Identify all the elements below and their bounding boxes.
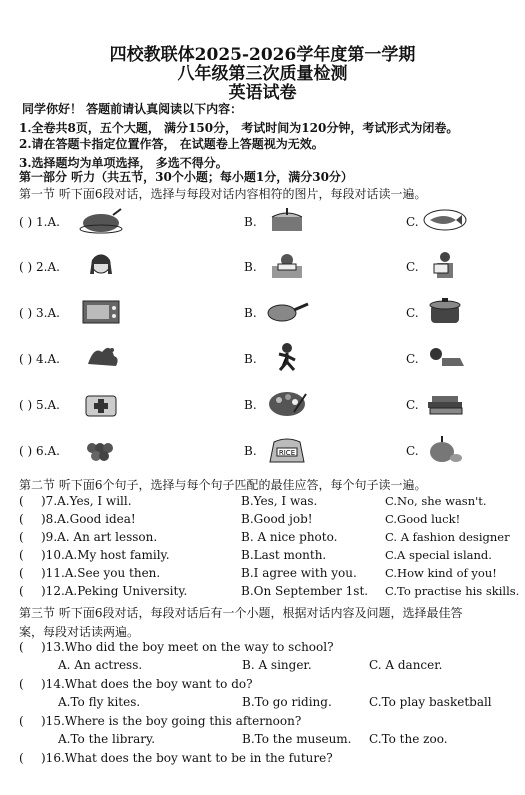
answer-paren: ( bbox=[19, 566, 24, 580]
question-text: )16.What does the boy want to be in the future? bbox=[41, 751, 333, 765]
option-a: A.To fly kites. bbox=[58, 695, 141, 709]
option-c: C. A dancer. bbox=[369, 658, 443, 672]
option-c-label: C. bbox=[406, 352, 419, 366]
notice-item-2: 2.请在答题卡指定位置作答， 在试题卷上答题视为无效。 bbox=[19, 137, 324, 151]
answer-paren: ( bbox=[19, 677, 24, 691]
pot-icon bbox=[422, 296, 468, 326]
option-b-label: B. bbox=[244, 352, 257, 366]
option-b: B.Good job! bbox=[241, 512, 313, 526]
option-b: B.Last month. bbox=[241, 548, 327, 562]
option-b: B.To the museum. bbox=[242, 732, 352, 746]
first-aid-kit-icon bbox=[78, 388, 124, 418]
option-c: C.To practise his skills. bbox=[385, 584, 520, 598]
question-number: ( ) 5.A. bbox=[19, 398, 60, 412]
running-boy-icon bbox=[264, 342, 310, 372]
question-text: )14.What does the boy want to do? bbox=[41, 677, 253, 691]
option-c-label: C. bbox=[406, 215, 419, 229]
option-c: C.To the zoo. bbox=[369, 732, 448, 746]
cake-icon bbox=[264, 205, 310, 235]
option-c: C.How kind of you! bbox=[385, 566, 497, 580]
roast-turkey-icon bbox=[78, 205, 124, 235]
answer-paren: ( bbox=[19, 548, 24, 562]
svg-text:RICE: RICE bbox=[278, 449, 296, 457]
option-a: )10.A.My host family. bbox=[41, 548, 170, 562]
exam-title-line1: 四校教联体2025-2026学年度第一学期 bbox=[109, 45, 416, 65]
option-c: C.A special island. bbox=[385, 548, 492, 562]
exam-title-line2: 八年级第三次质量检测 bbox=[177, 64, 348, 84]
option-a: )12.A.Peking University. bbox=[41, 584, 188, 598]
section1-instruction: 第一节 听下面6段对话，选择与每段对话内容相符的图片，每段对话读一遍。 bbox=[19, 187, 427, 201]
option-b: B. A singer. bbox=[242, 658, 312, 672]
man-reading-icon bbox=[422, 250, 468, 280]
question-text: )15.Where is the boy going this afternoon? bbox=[41, 714, 302, 728]
section2-instruction: 第二节 听下面6个句子，选择与每个句子匹配的最佳应答，每个句子读一遍。 bbox=[19, 478, 427, 492]
option-a: )7.A.Yes, I will. bbox=[41, 494, 132, 508]
option-c-label: C. bbox=[406, 260, 419, 274]
lying-person-icon bbox=[422, 342, 468, 372]
option-b-label: B. bbox=[244, 398, 257, 412]
notice-item-1: 1.全卷共8页，五个大题， 满分150分， 考试时间为120分钟，考试形式为闭卷。 bbox=[19, 121, 459, 135]
question-number: ( ) 6.A. bbox=[19, 444, 60, 458]
frying-pan-icon bbox=[264, 296, 310, 326]
section3-instruction-line1: 第三节 听下面6段对话，每段对话后有一个小题，根据对话内容及问题，选择最佳答 bbox=[19, 606, 463, 620]
question-number: ( ) 4.A. bbox=[19, 352, 60, 366]
option-b-label: B. bbox=[244, 444, 257, 458]
option-c-label: C. bbox=[406, 444, 419, 458]
section3-instruction-line2: 案，每段对话读两遍。 bbox=[19, 625, 140, 639]
answer-paren: ( bbox=[19, 714, 24, 728]
garlic-icon bbox=[422, 434, 468, 464]
exam-title-line3: 英语试卷 bbox=[228, 83, 297, 103]
splash-icon bbox=[78, 342, 124, 372]
oven-icon bbox=[78, 296, 124, 326]
child-reading-icon bbox=[264, 250, 310, 280]
paint-palette-icon bbox=[264, 388, 310, 418]
option-c: C.Good luck! bbox=[385, 512, 461, 526]
answer-paren: ( bbox=[19, 751, 24, 765]
part1-heading: 第一部分 听力（共五节，30个小题；每小题1分，满分30分） bbox=[19, 170, 353, 184]
question-text: )13.Who did the boy meet on the way to school? bbox=[41, 640, 334, 654]
option-b: B.I agree with you. bbox=[241, 566, 357, 580]
option-b-label: B. bbox=[244, 215, 257, 229]
option-b: B.To go riding. bbox=[242, 695, 332, 709]
fish-plate-icon bbox=[422, 205, 468, 235]
grapes-icon bbox=[78, 434, 124, 464]
question-number: ( ) 1.A. bbox=[19, 215, 60, 229]
option-a: A.To the library. bbox=[58, 732, 156, 746]
option-c: C.No, she wasn't. bbox=[385, 494, 487, 508]
answer-paren: ( bbox=[19, 640, 24, 654]
option-c: C. A fashion designer bbox=[385, 530, 510, 544]
answer-paren: ( bbox=[19, 584, 24, 598]
option-b-label: B. bbox=[244, 306, 257, 320]
answer-paren: ( bbox=[19, 512, 24, 526]
option-b: B.On September 1st. bbox=[241, 584, 369, 598]
question-number: ( ) 3.A. bbox=[19, 306, 60, 320]
question-number: ( ) 2.A. bbox=[19, 260, 60, 274]
option-b: B.Yes, I was. bbox=[241, 494, 318, 508]
book-stack-icon bbox=[422, 388, 468, 418]
option-b: B. A nice photo. bbox=[241, 530, 338, 544]
notice-item-3: 3.选择题均为单项选择， 多选不得分。 bbox=[19, 156, 228, 170]
girl-face-icon bbox=[78, 250, 124, 280]
answer-paren: ( bbox=[19, 494, 24, 508]
answer-paren: ( bbox=[19, 530, 24, 544]
option-c-label: C. bbox=[406, 306, 419, 320]
option-a: A. An actress. bbox=[58, 658, 143, 672]
option-c: C.To play basketball bbox=[369, 695, 492, 709]
rice-bag-icon bbox=[264, 434, 310, 464]
notice-greeting: 同学你好！ 答题前请认真阅读以下内容： bbox=[22, 102, 243, 116]
option-a: )11.A.See you then. bbox=[41, 566, 161, 580]
option-c-label: C. bbox=[406, 398, 419, 412]
option-a: )8.A.Good idea! bbox=[41, 512, 136, 526]
option-a: )9.A. An art lesson. bbox=[41, 530, 158, 544]
option-b-label: B. bbox=[244, 260, 257, 274]
